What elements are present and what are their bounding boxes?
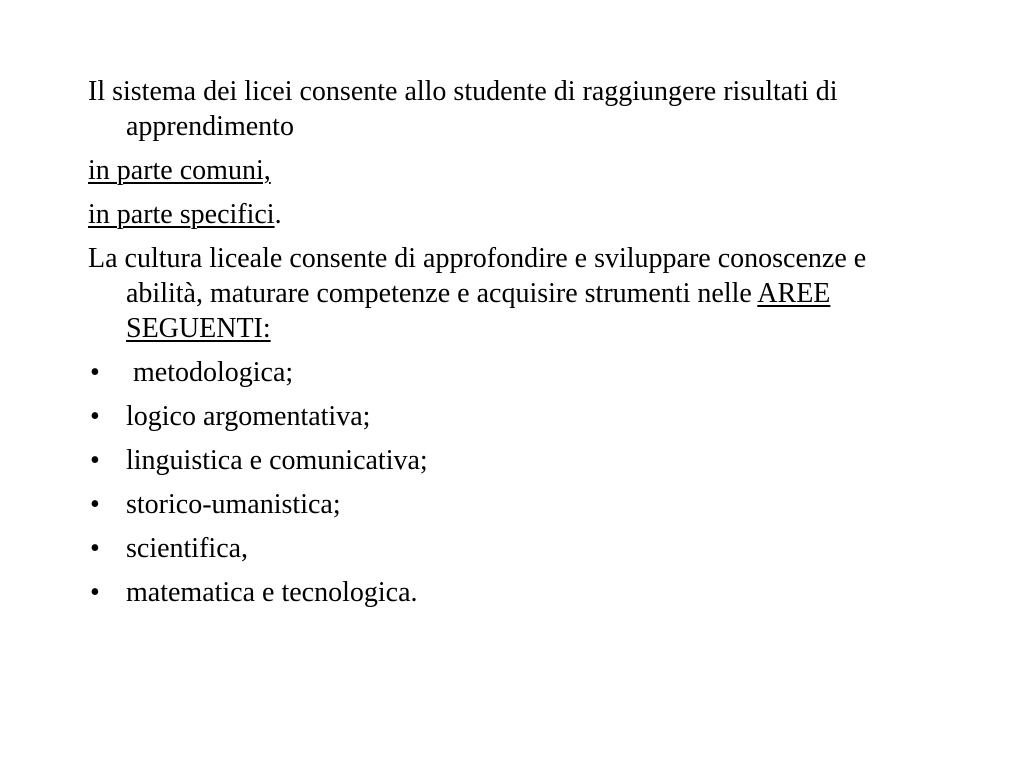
area-label: matematica e tecnologica. [126, 577, 418, 608]
area-item-matematica [88, 575, 888, 610]
intro-text: Il sistema dei licei consente allo studente di raggiungere risultati di apprendimento [88, 76, 838, 142]
specifici-underlined-text: in parte specifici [88, 199, 275, 230]
comuni-line [88, 153, 888, 188]
bullet-icon: • [90, 577, 100, 608]
area-item-metodologica [88, 355, 888, 390]
bullet-icon: • [90, 533, 100, 564]
culture-text: La cultura liceale consente di approfondire e sviluppare conoscenze e abilità, maturare competenze e acquisire strumenti nelle [88, 243, 867, 309]
specifici-period: . [274, 199, 282, 230]
area-label: logico argomentativa; [126, 401, 371, 432]
bullet-icon: • [90, 489, 100, 520]
area-item-storico-umanistica [88, 487, 888, 522]
culture-paragraph [88, 241, 888, 346]
bullet-icon: • [90, 357, 100, 388]
bullet-icon: • [90, 445, 100, 476]
area-label: storico-umanistica; [126, 489, 341, 520]
comuni-underlined-text: in parte comuni, [88, 155, 271, 186]
specifici-line [88, 197, 888, 232]
areas-list [88, 355, 888, 610]
area-label: metodologica; [126, 357, 294, 388]
slide-body [88, 74, 888, 619]
aree-seguenti-underlined-text: AREE SEGUENTI: [126, 278, 831, 344]
area-item-linguistica [88, 443, 888, 478]
area-label: linguistica e comunicativa; [126, 445, 428, 476]
intro-paragraph [88, 74, 888, 144]
bullet-icon: • [90, 401, 100, 432]
area-item-scientifica [88, 531, 888, 566]
area-label: scientifica, [126, 533, 249, 564]
area-item-logico-argomentativa [88, 399, 888, 434]
